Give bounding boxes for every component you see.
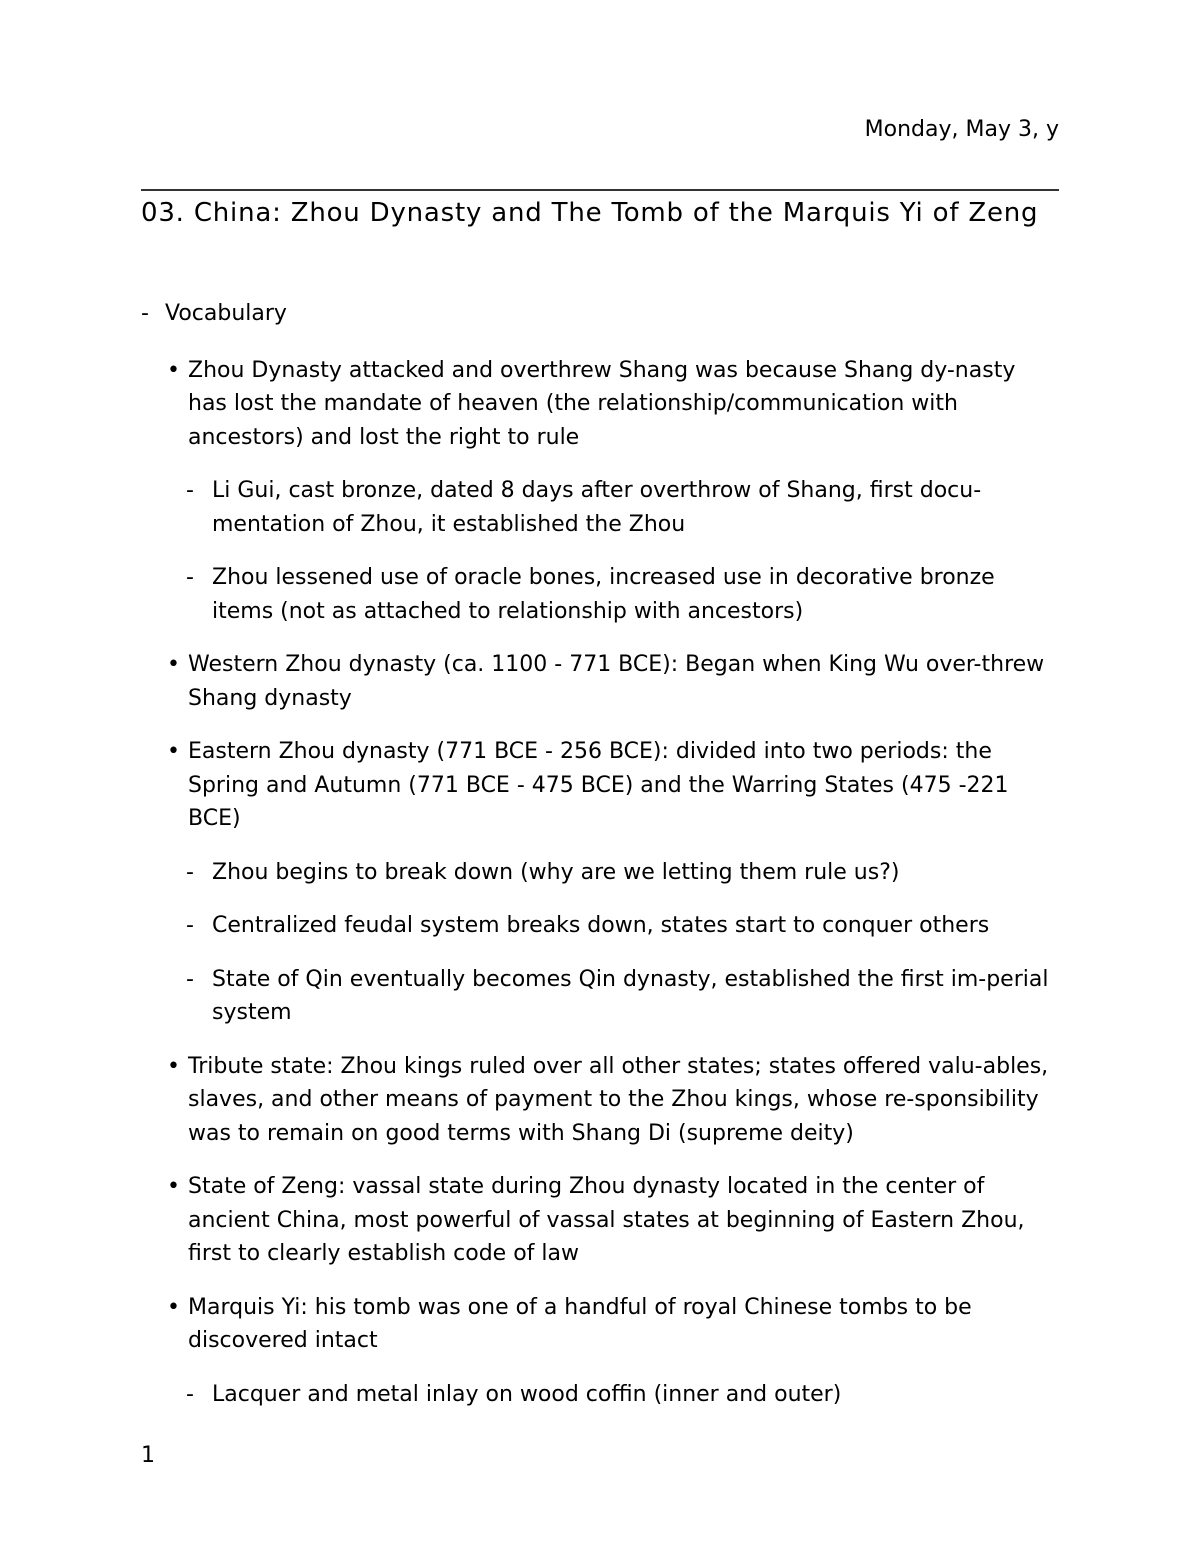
bullet-item (141, 1050, 1059, 1151)
bullet-item (141, 1170, 1059, 1271)
sub-item (141, 963, 1059, 1030)
bullet-text: Eastern Zhou dynasty (771 BCE - 256 BCE): divided into two periods: the Spring and Autumn (771 BCE - 475 BCE) and the Warring States (475 -221 BCE) (188, 739, 1009, 831)
sub-item-text: Li Gui, cast bronze, dated 8 days after overthrow of Shang, first docu-mentation of Zhou, it established the Zhou (212, 478, 982, 537)
page-number: 1 (141, 1443, 155, 1468)
sub-item (141, 474, 1059, 541)
bullet-item (141, 735, 1059, 836)
page-date: Monday, May 3, y (864, 117, 1059, 142)
bullet-marker: • (167, 739, 180, 764)
dash-marker: - (186, 913, 194, 938)
sub-item (141, 856, 1059, 890)
dash-marker: - (186, 478, 194, 503)
bullet-text: Tribute state: Zhou kings ruled over all other states; states offered valu-ables, slaves, and other means of payment to the Zhou kings, whose re-sponsibility was to remain on good terms with Shang Di (supreme deity) (188, 1053, 1049, 1146)
notes-outline (141, 297, 1059, 1431)
bullet-item (141, 354, 1059, 455)
dash-marker: - (186, 859, 194, 885)
sub-item (141, 909, 1059, 943)
bullet-text: State of Zeng: vassal state during Zhou dynasty located in the center of ancient China, most powerful of vassal states at beginning of Eastern Zhou, first to clearly establish code of law (188, 1174, 1025, 1266)
title-rule (141, 189, 1059, 191)
dash-marker: - (186, 565, 194, 590)
dash-marker: - (186, 1381, 194, 1407)
bullet-marker: • (167, 1174, 180, 1199)
sub-item (141, 561, 1059, 628)
outline-heading-text: Vocabulary (165, 301, 287, 326)
dash-marker: - (186, 966, 194, 992)
sub-item (141, 1378, 1059, 1412)
bullet-item (141, 1291, 1059, 1358)
bullet-text: Marquis Yi: his tomb was one of a handful of royal Chinese tombs to be discovered intact (188, 1294, 972, 1353)
bullet-marker: • (167, 1053, 180, 1079)
bullet-text: Zhou Dynasty attacked and overthrew Shang was because Shang dy-nasty has lost the mandate of heaven (the relationship/communication with ancestors) and lost the right to rule (188, 357, 1016, 450)
sub-item-text: Zhou lessened use of oracle bones, increased use in decorative bronze items (not as attached to relationship with ancestors) (212, 565, 995, 624)
bullet-marker: • (167, 1294, 180, 1320)
sub-item-text: Centralized feudal system breaks down, states start to conquer others (212, 913, 990, 938)
sub-item-text: Lacquer and metal inlay on wood coffin (inner and outer) (212, 1381, 842, 1407)
outline-heading (141, 297, 1059, 331)
bullet-marker: • (167, 652, 180, 677)
bullet-marker: • (167, 357, 180, 383)
sub-item-text: State of Qin eventually becomes Qin dynasty, established the first im-perial system (212, 966, 1049, 1025)
bullet-text: Western Zhou dynasty (ca. 1100 - 771 BCE): Began when King Wu over-threw Shang dynasty (188, 652, 1045, 711)
bullet-item (141, 648, 1059, 715)
page-title: 03. China: Zhou Dynasty and The Tomb of the Marquis Yi of Zeng (141, 198, 1039, 228)
sub-item-text: Zhou begins to break down (why are we letting them rule us?) (212, 859, 900, 885)
dash-marker: - (141, 301, 149, 326)
